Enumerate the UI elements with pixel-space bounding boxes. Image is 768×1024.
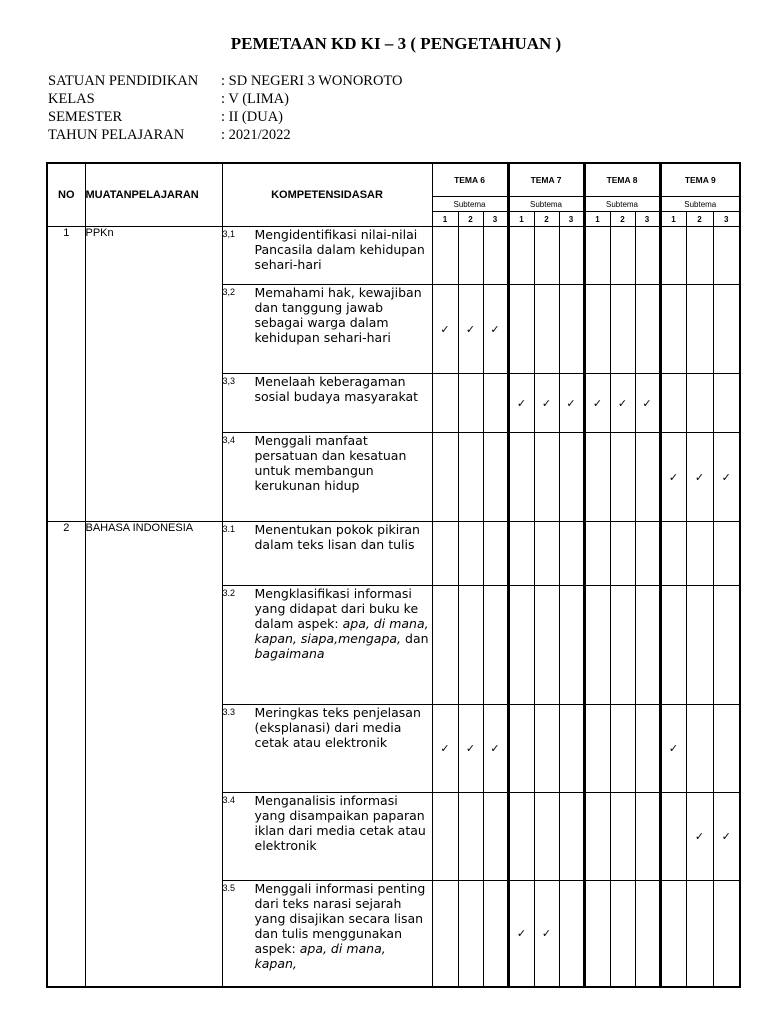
check-cell [713, 522, 740, 586]
check-cell [584, 705, 610, 793]
kd-cell [222, 793, 432, 881]
kd-description-part: Menggali informasi penting dari teks narasi sejarah yang disajikan secara lisan dan tulis menggunakan aspek: [254, 881, 426, 956]
subtema-number: 2 [458, 212, 483, 227]
check-cell [635, 522, 660, 586]
check-cell [660, 586, 686, 705]
check-cell [508, 881, 534, 987]
check-cell [584, 881, 610, 987]
check-cell [559, 705, 584, 793]
check-cell [635, 881, 660, 987]
check-cell [713, 285, 740, 374]
check-cell [432, 881, 458, 987]
check-cell [458, 374, 483, 433]
col-header-kompetensi: KOMPETENSIDASAR [222, 163, 432, 227]
kd-cell [222, 881, 432, 987]
check-cell [534, 374, 559, 433]
check-cell [686, 433, 713, 522]
check-cell [483, 227, 508, 285]
check-cell [660, 285, 686, 374]
check-cell [660, 227, 686, 285]
check-mark-icon: ✓ [465, 742, 476, 755]
check-cell [713, 881, 740, 987]
meta-label: TAHUN PELAJARAN [48, 127, 185, 143]
subtema-number: 2 [610, 212, 635, 227]
check-cell [610, 586, 635, 705]
check-cell [635, 227, 660, 285]
check-cell [508, 793, 534, 881]
check-cell [713, 227, 740, 285]
check-cell [458, 227, 483, 285]
check-cell [483, 522, 508, 586]
check-cell [432, 705, 458, 793]
kd-code: 3.1 [222, 524, 236, 534]
check-cell [534, 705, 559, 793]
kd-description: Meringkas teks penjelasan (eksplanasi) dari media cetak atau elektronik [254, 705, 421, 750]
check-mark-icon: ✓ [440, 322, 450, 336]
kd-description-part: Mengklasifikasi informasi yang didapat dari buku ke dalam aspek: [254, 586, 419, 631]
check-cell [458, 586, 483, 705]
kd-entry [223, 586, 432, 661]
subject-name: BAHASA INDONESIA [85, 522, 222, 987]
check-cell [686, 374, 713, 433]
check-mark-icon: ✓ [668, 742, 679, 755]
kd-entry [223, 705, 432, 750]
subject-name: PPKn [85, 227, 222, 522]
tema-header: TEMA 7 [508, 163, 584, 197]
kd-entry [223, 881, 432, 971]
check-mark-icon: ✓ [465, 322, 476, 336]
check-cell [610, 227, 635, 285]
check-cell [432, 433, 458, 522]
check-cell [584, 793, 610, 881]
kd-cell [222, 705, 432, 793]
kd-entry [223, 227, 432, 272]
check-cell [635, 285, 660, 374]
check-cell [508, 227, 534, 285]
check-cell [483, 881, 508, 987]
kd-description: Mengidentifikasi nilai-nilai Pancasila dalam kehidupan sehari-hari [254, 227, 425, 272]
check-cell [584, 433, 610, 522]
check-cell [483, 433, 508, 522]
row-number: 1 [47, 227, 85, 522]
check-cell [584, 285, 610, 374]
kd-entry [223, 285, 432, 345]
check-cell [508, 433, 534, 522]
check-cell [483, 793, 508, 881]
table-row [47, 522, 740, 586]
kd-description: Menganalisis informasi yang disampaikan paparan iklan dari media cetak atau elektronik [254, 793, 426, 853]
check-cell [559, 227, 584, 285]
check-cell [508, 522, 534, 586]
check-cell [534, 285, 559, 374]
check-cell [559, 522, 584, 586]
check-cell [610, 705, 635, 793]
check-cell [610, 433, 635, 522]
check-cell [458, 522, 483, 586]
kd-description [255, 586, 432, 661]
subtema-number: 1 [660, 212, 686, 227]
kd-code: 3.2 [222, 588, 236, 598]
check-cell [534, 881, 559, 987]
check-cell [686, 522, 713, 586]
meta-label: SEMESTER [48, 109, 123, 125]
document-meta [48, 72, 403, 144]
check-mark-icon: ✓ [516, 396, 527, 410]
kd-entry [223, 433, 432, 493]
check-cell [660, 881, 686, 987]
kd-cell [222, 433, 432, 522]
check-cell [534, 586, 559, 705]
meta-row-year [48, 126, 403, 144]
kd-description-part: apa, di mana, kapan, [254, 941, 386, 971]
check-cell [508, 586, 534, 705]
subtema-number: 1 [584, 212, 610, 227]
kd-description [255, 881, 432, 971]
check-cell [610, 522, 635, 586]
meta-value: : II (DUA) [221, 109, 284, 125]
check-cell [660, 433, 686, 522]
check-cell [559, 793, 584, 881]
subtema-header: Subtema [584, 197, 660, 212]
check-cell [686, 227, 713, 285]
check-cell [559, 374, 584, 433]
check-cell [610, 285, 635, 374]
kd-description-part: dan [401, 631, 429, 646]
subtema-number: 3 [483, 212, 508, 227]
check-mark-icon: ✓ [541, 396, 552, 410]
tema-header: TEMA 8 [584, 163, 660, 197]
check-cell [559, 881, 584, 987]
check-cell [660, 374, 686, 433]
tema-header: TEMA 9 [660, 163, 740, 197]
kd-description: Menentukan pokok pikiran dalam teks lisan dan tulis [254, 522, 420, 552]
check-cell [559, 586, 584, 705]
check-cell [635, 705, 660, 793]
subtema-number: 1 [508, 212, 534, 227]
check-cell [534, 522, 559, 586]
kd-code: 3.4 [222, 795, 236, 805]
check-cell [584, 586, 610, 705]
check-cell [508, 374, 534, 433]
check-cell [483, 586, 508, 705]
check-cell [610, 374, 635, 433]
check-cell [483, 374, 508, 433]
kd-code: 3,3 [222, 376, 236, 386]
col-header-muatan: MUATANPELAJARAN [85, 163, 222, 227]
page-title: PEMETAAN KD KI – 3 ( PENGETAHUAN ) [230, 34, 562, 53]
tema-header: TEMA 6 [432, 163, 508, 197]
kd-code: 3.3 [222, 707, 236, 717]
check-cell [713, 705, 740, 793]
check-mark-icon: ✓ [668, 470, 679, 484]
check-cell [660, 522, 686, 586]
check-mark-icon: ✓ [592, 396, 603, 410]
check-cell [713, 433, 740, 522]
check-cell [713, 793, 740, 881]
check-cell [458, 433, 483, 522]
meta-label: SATUAN PENDIDIKAN [48, 73, 199, 89]
check-cell [432, 285, 458, 374]
check-cell [432, 586, 458, 705]
subtema-number: 2 [686, 212, 713, 227]
check-cell [584, 374, 610, 433]
subtema-number: 1 [432, 212, 458, 227]
meta-row-semester [48, 108, 403, 126]
check-mark-icon: ✓ [490, 322, 500, 336]
kd-cell [222, 227, 432, 285]
check-cell [660, 705, 686, 793]
subtema-header: Subtema [432, 197, 508, 212]
check-cell [635, 374, 660, 433]
check-cell [432, 374, 458, 433]
check-mark-icon: ✓ [541, 926, 552, 940]
subtema-header: Subtema [508, 197, 584, 212]
kd-mapping-table [46, 162, 741, 988]
check-mark-icon: ✓ [516, 926, 527, 940]
kd-cell [222, 285, 432, 374]
meta-value: : 2021/2022 [221, 127, 291, 143]
kd-code: 3,2 [222, 287, 236, 297]
check-cell [610, 793, 635, 881]
subtema-number: 3 [559, 212, 584, 227]
check-cell [458, 793, 483, 881]
kd-entry [223, 793, 432, 853]
check-cell [432, 793, 458, 881]
kd-code: 3,4 [222, 435, 236, 445]
check-cell [508, 705, 534, 793]
check-cell [483, 285, 508, 374]
kd-description: Memahami hak, kewajiban dan tanggung jawab sebagai warga dalam kehidupan sehari-hari [254, 285, 422, 345]
check-mark-icon: ✓ [694, 470, 705, 484]
check-mark-icon: ✓ [617, 396, 628, 410]
meta-row-school [48, 72, 403, 90]
check-cell [635, 433, 660, 522]
check-mark-icon: ✓ [721, 830, 731, 843]
subtema-header: Subtema [660, 197, 740, 212]
row-number: 2 [47, 522, 85, 987]
check-cell [584, 522, 610, 586]
check-cell [458, 881, 483, 987]
col-header-no: NO [47, 163, 85, 227]
meta-value: : SD NEGERI 3 WONOROTO [221, 73, 403, 89]
check-cell [508, 285, 534, 374]
kd-code: 3.5 [222, 883, 236, 893]
check-mark-icon: ✓ [721, 470, 731, 484]
subtema-number: 2 [534, 212, 559, 227]
kd-cell [222, 586, 432, 705]
check-cell [635, 793, 660, 881]
check-cell [686, 793, 713, 881]
check-cell [534, 433, 559, 522]
kd-code: 3,1 [222, 229, 236, 239]
check-cell [584, 227, 610, 285]
kd-description: Menggali manfaat persatuan dan kesatuan untuk membangun kerukunan hidup [254, 433, 407, 493]
kd-cell [222, 374, 432, 433]
check-cell [660, 793, 686, 881]
check-cell [610, 881, 635, 987]
check-cell [686, 705, 713, 793]
kd-description-part: apa, di mana, kapan, siapa,mengapa, [254, 616, 429, 646]
check-mark-icon: ✓ [642, 396, 652, 410]
check-cell [686, 285, 713, 374]
check-mark-icon: ✓ [566, 396, 576, 410]
check-cell [432, 227, 458, 285]
table-row [47, 227, 740, 285]
kd-entry [223, 374, 432, 404]
check-mark-icon: ✓ [490, 742, 500, 755]
kd-description: Menelaah keberagaman sosial budaya masyarakat [254, 374, 419, 404]
check-cell [713, 586, 740, 705]
check-cell [534, 793, 559, 881]
subtema-number: 3 [713, 212, 740, 227]
kd-description-part: bagaimana [254, 646, 325, 661]
check-cell [483, 705, 508, 793]
check-cell [635, 586, 660, 705]
check-cell [559, 433, 584, 522]
kd-cell [222, 522, 432, 586]
meta-value: : V (LIMA) [221, 91, 289, 107]
check-mark-icon: ✓ [694, 830, 705, 843]
kd-entry [223, 522, 432, 552]
subtema-number: 3 [635, 212, 660, 227]
check-cell [686, 586, 713, 705]
check-cell [686, 881, 713, 987]
check-cell [534, 227, 559, 285]
meta-row-class [48, 90, 403, 108]
check-mark-icon: ✓ [440, 742, 450, 755]
check-cell [559, 285, 584, 374]
meta-label: KELAS [48, 91, 95, 107]
check-cell [458, 705, 483, 793]
check-cell [458, 285, 483, 374]
check-cell [432, 522, 458, 586]
check-cell [713, 374, 740, 433]
